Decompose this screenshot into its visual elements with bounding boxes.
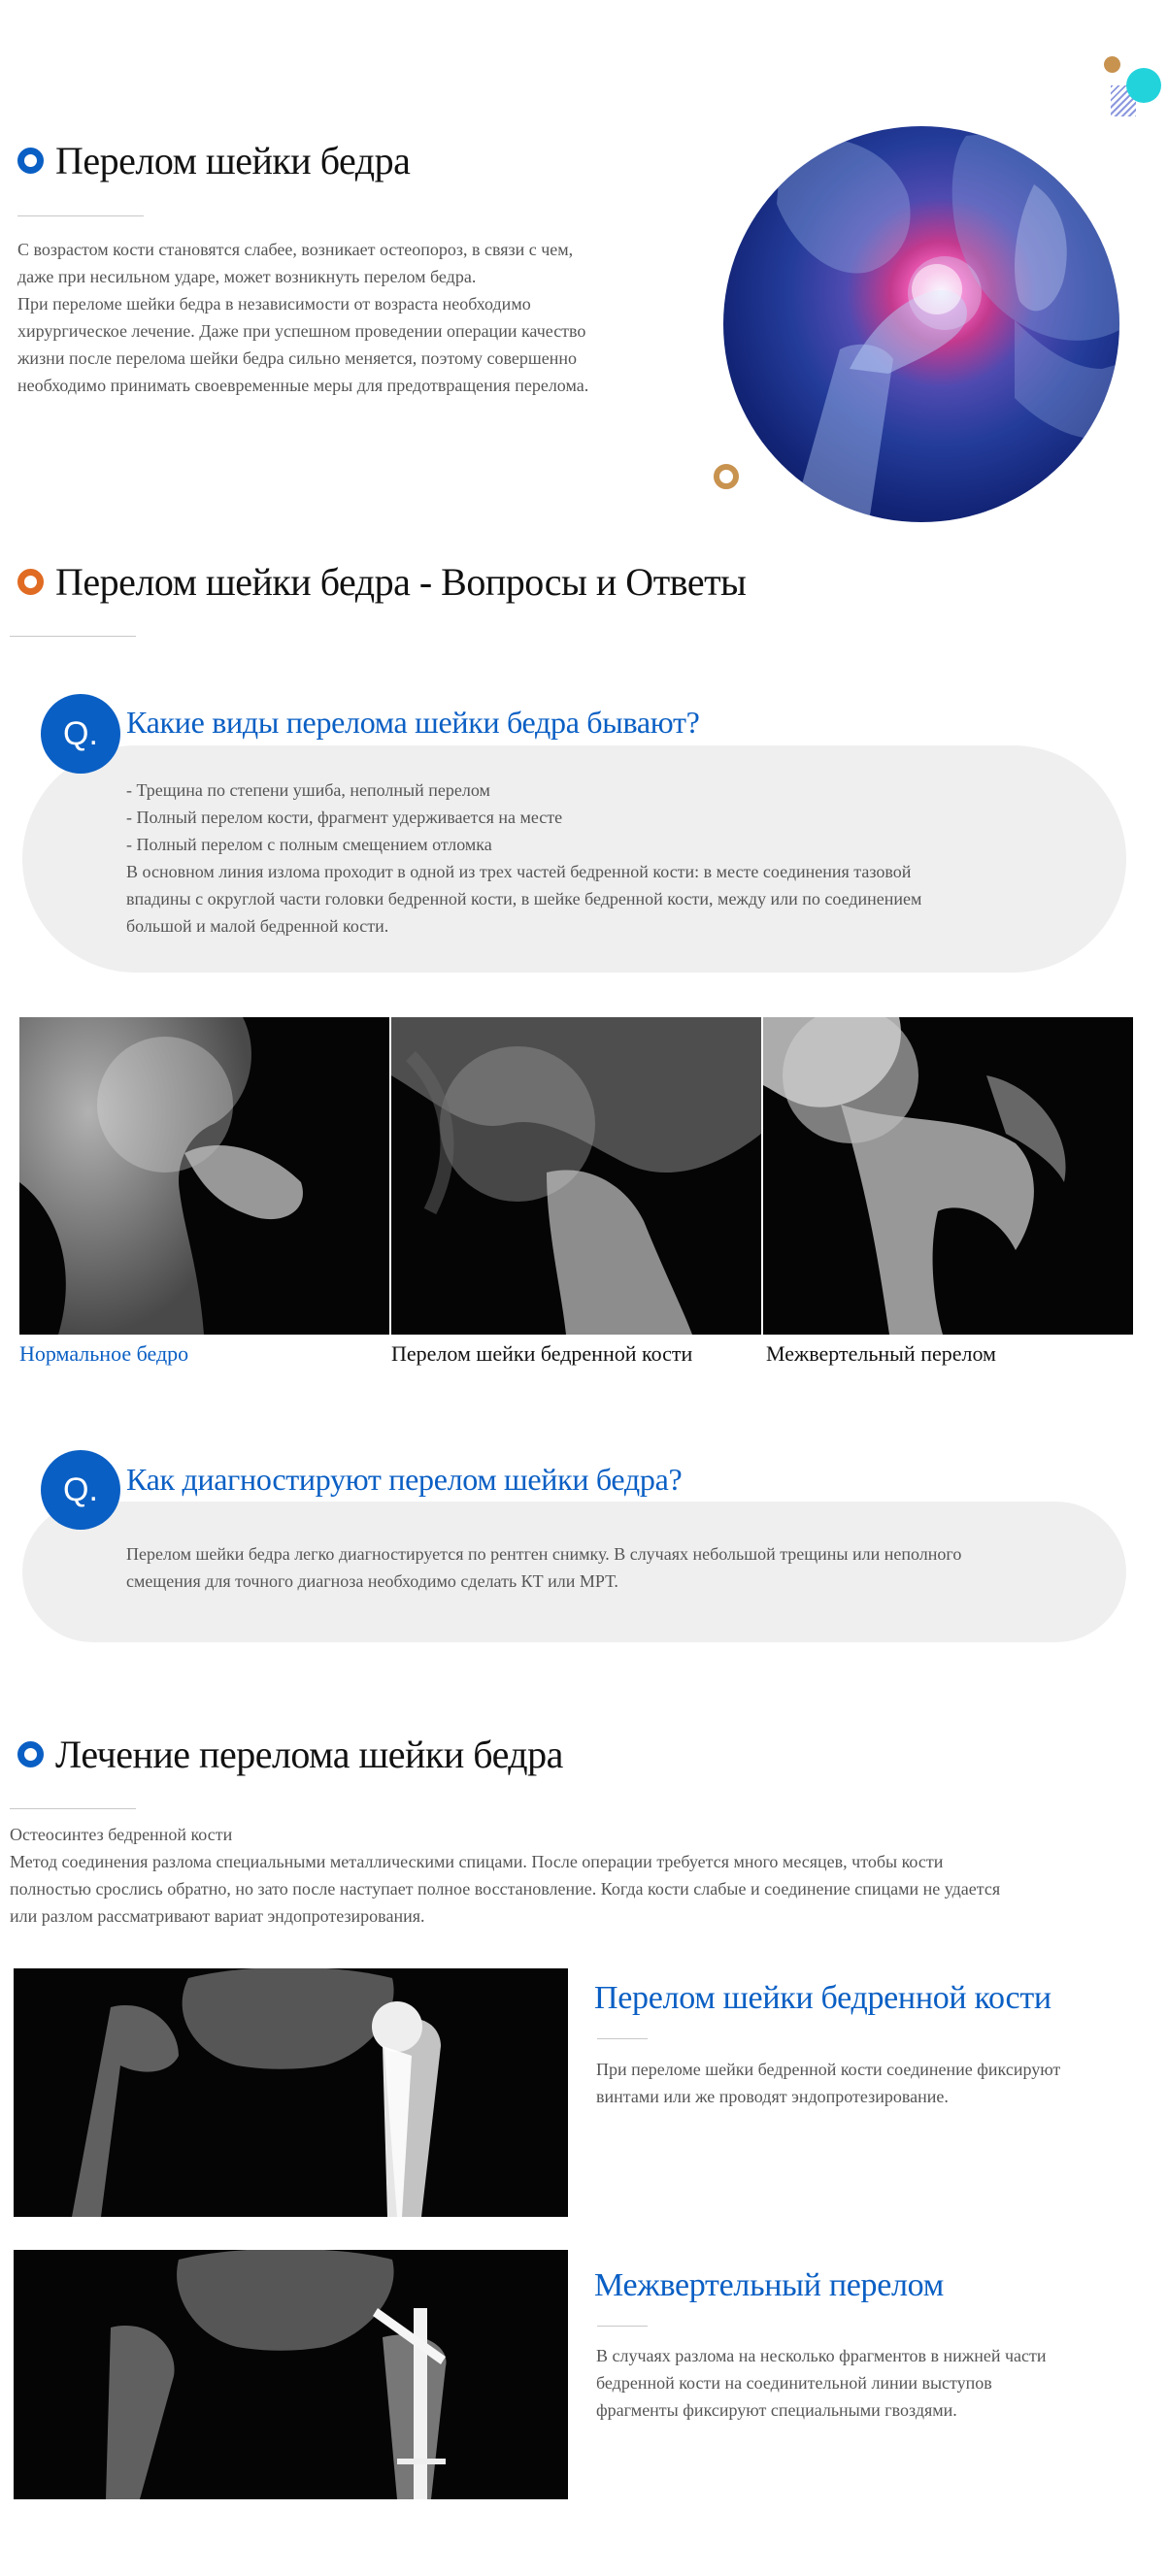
treatment-text xyxy=(596,2342,1047,2424)
section-title-hip-fracture xyxy=(17,138,410,183)
answer-line: большой и малой бедренной кости. xyxy=(126,916,389,936)
treatment-line: В случаях разлома на несколько фрагментов в нижней части xyxy=(596,2346,1047,2365)
bullet-ring-icon xyxy=(17,569,44,595)
decorative-dot xyxy=(1126,68,1161,103)
question-title: Какие виды перелома шейки бедра бывают? xyxy=(126,705,700,740)
answer-line: В основном линия излома проходит в одной из трех частей бедренной кости: в месте соединения тазовой xyxy=(126,862,912,881)
intro-paragraph xyxy=(17,236,678,399)
intro-line: даже при несильном ударе, может возникнуть перелом бедра. xyxy=(17,267,477,286)
treatment-line: При переломе шейки бедренной кости соединение фиксируют xyxy=(596,2060,1061,2079)
divider xyxy=(17,215,144,216)
answer-text xyxy=(126,776,921,940)
xray-femoral-neck-fracture xyxy=(391,1017,761,1335)
intro-line: необходимо принимать своевременные меры для предотвращения перелома. xyxy=(17,376,589,395)
question-title: Как диагностируют перелом шейки бедра? xyxy=(126,1462,683,1497)
treatment-line: бедренной кости на соединительной линии выступов xyxy=(596,2373,992,2393)
divider xyxy=(597,2326,648,2327)
xray-normal-hip xyxy=(19,1017,389,1335)
intro-line: хирургическое лечение. Даже при успешном проведении операции качество xyxy=(17,321,586,341)
intro-line: При переломе шейки бедра в независимости от возраста необходимо xyxy=(17,294,531,314)
xray-intertrochanteric-nail xyxy=(14,2250,568,2499)
answer-text xyxy=(126,1540,961,1595)
treatment-title: Перелом шейки бедренной кости xyxy=(594,1980,1051,2016)
bullet-ring-icon xyxy=(17,148,44,174)
answer-line: впадины с округлой части головки бедренной кости, в шейке бедренной кости, между или по соединением xyxy=(126,889,922,908)
decorative-ring xyxy=(714,464,739,489)
caption-normal-hip: Нормальное бедро xyxy=(19,1341,189,1366)
question-badge: Q. xyxy=(41,694,120,774)
section-title-treatment xyxy=(17,1732,563,1777)
section-title-text: Перелом шейки бедра xyxy=(55,139,411,182)
treatment-line: винтами или же проводят эндопротезирование. xyxy=(596,2087,949,2106)
answer-line: Перелом шейки бедра легко диагностируется по рентген снимку. В случаях небольшой трещины или неполного xyxy=(126,1544,962,1564)
treatment-text xyxy=(596,2056,1060,2110)
treatment-line: или разлом рассматривают вариат эндопротезирования. xyxy=(10,1906,425,1926)
hip-joint-illustration xyxy=(723,126,1119,522)
treatment-line: фрагменты фиксируют специальными гвоздями. xyxy=(596,2400,957,2420)
divider xyxy=(10,1808,136,1809)
answer-line: - Полный перелом с полным смещением отломка xyxy=(126,835,492,854)
intro-line: С возрастом кости становятся слабее, возникает остеопороз, в связи с чем, xyxy=(17,240,574,259)
decorative-dot xyxy=(1104,56,1120,73)
treatment-paragraph xyxy=(10,1821,1155,1930)
caption-intertrochanteric: Межвертельный перелом xyxy=(766,1341,996,1366)
section-title-text: Перелом шейки бедра - Вопросы и Ответы xyxy=(55,560,747,604)
answer-line: - Трещина по степени ушиба, неполный перелом xyxy=(126,780,490,800)
question-badge: Q. xyxy=(41,1450,120,1530)
section-title-text: Лечение перелома шейки бедра xyxy=(55,1733,563,1776)
intro-line: жизни после перелома шейки бедра сильно меняется, поэтому совершенно xyxy=(17,348,577,368)
answer-line: - Полный перелом кости, фрагмент удерживается на месте xyxy=(126,808,563,827)
caption-neck-fracture: Перелом шейки бедренной кости xyxy=(391,1341,693,1366)
treatment-title: Межвертельный перелом xyxy=(594,2267,944,2303)
xray-hip-replacement xyxy=(14,1968,568,2217)
divider xyxy=(597,2038,648,2039)
treatment-line: полностью срослись обратно, но зато после наступает полное восстановление. Когда кости слабые и соединение спицами не удается xyxy=(10,1879,1001,1899)
divider xyxy=(10,636,136,637)
treatment-line: Метод соединения разлома специальными металлическими спицами. После операции требуется много месяцев, чтобы кости xyxy=(10,1852,944,1871)
treatment-line: Остеосинтез бедренной кости xyxy=(10,1825,233,1844)
section-title-qa xyxy=(17,559,746,605)
hip-bones-graphic xyxy=(723,126,1119,522)
xray-intertrochanteric-fracture xyxy=(763,1017,1133,1335)
answer-line: смещения для точного диагноза необходимо сделать КТ или МРТ. xyxy=(126,1571,618,1591)
bullet-ring-icon xyxy=(17,1741,44,1767)
